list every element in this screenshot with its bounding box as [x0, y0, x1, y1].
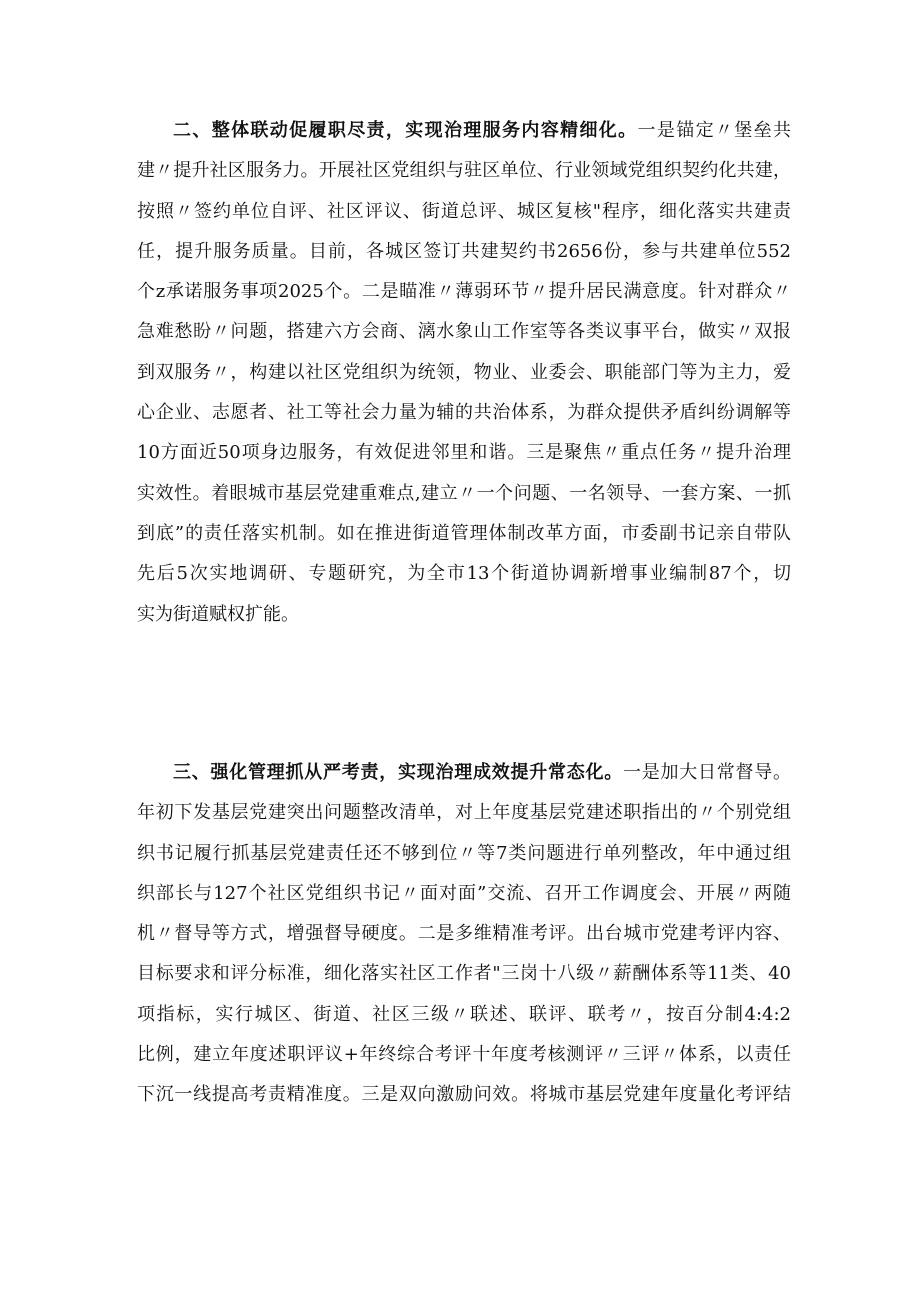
- paragraph-line: 建〃提升社区服务力。开展社区党组织与驻区单位、行业领域党组织契约化共建，: [137, 160, 791, 182]
- paragraph-line: 到底”的责任落实机制。如在推进街道管理体制改革方面，市委副书记亲自带队: [137, 522, 791, 544]
- paragraph-line: 实效性。着眼城市基层党建重难点,建立〃一个问题、一名领导、一套方案、一抓: [137, 482, 791, 504]
- paragraph-line: 10方面近50项身边服务，有效促进邻里和谐。三是聚焦〃重点任务〃提升治理: [137, 442, 791, 464]
- paragraph-line: 急难愁盼〃问题，搭建六方会商、漓水象山工作室等各类议事平台，做实〃双报: [137, 321, 791, 343]
- paragraph-line: 下沉一线提高考责精准度。三是双向激励问效。将城市基层党建年度量化考评结: [137, 1084, 791, 1106]
- paragraph-line: [137, 111, 791, 151]
- paragraph-line: 织部长与127个社区党组织书记〃面对面”交流、召开工作调度会、开展〃两随: [137, 882, 791, 904]
- paragraph-line: 个z承诺服务事项2025个。二是瞄准〃薄弱环节〃提升居民满意度。针对群众〃: [137, 281, 791, 303]
- paragraph-line: 年初下发基层党建突出问题整改清单，对上年度基层党建述职指出的〃个别党组: [137, 802, 791, 824]
- paragraph-2: [137, 111, 791, 635]
- paragraph-text: 一是加大日常督导。: [623, 762, 791, 783]
- paragraph-line: 按照〃签约单位自评、社区评议、街道总评、城区复核"程序，细化落实共建责: [137, 200, 791, 222]
- paragraph-heading: 三、强化管理抓从严考责，实现治理成效提升常态化。: [173, 762, 623, 783]
- paragraph-line: 织书记履行抓基层党建责任还不够到位〃等7类问题进行单列整改，年中通过组: [137, 842, 791, 864]
- paragraph-line: 任，提升服务质量。目前，各城区签订共建契约书2656份，参与共建单位552: [137, 240, 791, 262]
- paragraph-line: 项指标，实行城区、街道、社区三级〃联述、联评、联考〃，按百分制4:4:2: [137, 1003, 791, 1025]
- paragraph-line: 实为街道赋权扩能。: [137, 603, 299, 625]
- paragraph-3: [137, 753, 791, 1116]
- paragraph-line: 比例，建立年度述职评议+年终综合考评十年度考核测评〃三评〃体系，以责任: [137, 1044, 791, 1066]
- paragraph-line: 到双服务〃，构建以社区党组织为统领，物业、业委会、职能部门等为主力，爱: [137, 361, 791, 383]
- paragraph-line: 机〃督导等方式，增强督导硬度。二是多维精准考评。出台城市党建考评内容、: [137, 923, 791, 945]
- paragraph-line: 心企业、志愿者、社工等社会力量为辅的共治体系，为群众提供矛盾纠纷调解等: [137, 402, 791, 424]
- paragraph-line: [137, 753, 791, 793]
- paragraph-heading: 二、整体联动促履职尽责，实现治理服务内容精细化。: [173, 120, 638, 141]
- paragraph-line: 目标要求和评分标准，细化落实社区工作者"三岗十八级〃薪酬体系等11类、40: [137, 963, 791, 985]
- paragraph-text: 一是锚定〃堡垒共: [637, 120, 791, 141]
- paragraph-line: 先后5次实地调研、专题研究，为全市13个街道协调新增事业编制87个，切: [137, 563, 791, 585]
